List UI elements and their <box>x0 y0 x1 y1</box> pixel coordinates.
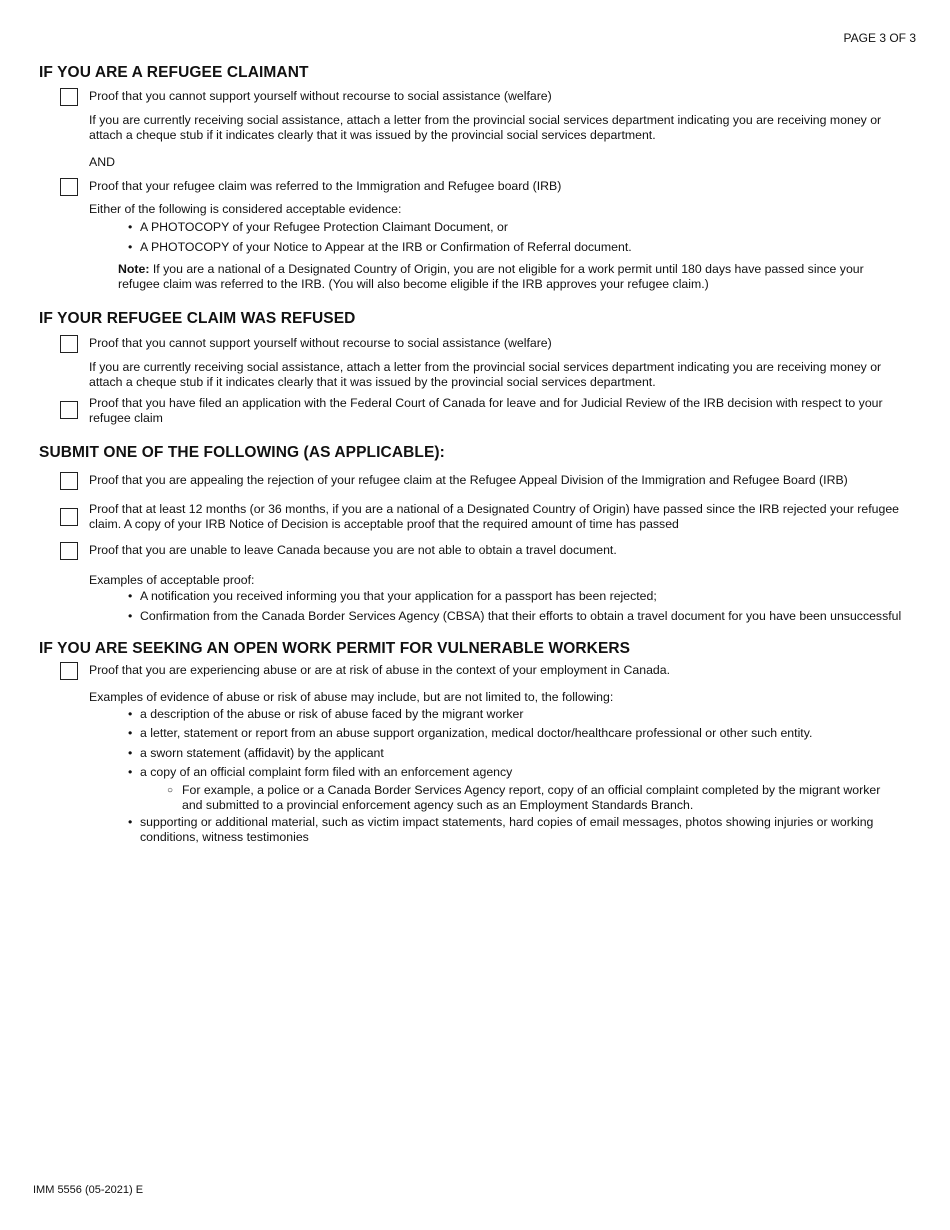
checkbox-travel-document[interactable] <box>60 542 78 560</box>
abuse-examples-intro: Examples of evidence of abuse or risk of abuse may include, but are not limited to, the following: <box>89 690 614 704</box>
examples-intro: Examples of acceptable proof: <box>89 573 255 587</box>
list-item: • a copy of an official complaint form filed with an enforcement agency <box>128 765 513 779</box>
appeal-label: Proof that you are appealing the rejection of your refugee claim at the Refugee Appeal Division of the Immigration and Refugee Board (IRB) <box>89 473 848 487</box>
refused-no-support-label: Proof that you cannot support yourself without recourse to social assistance (welfare) <box>89 336 552 350</box>
travel-document-label: Proof that you are unable to leave Canada because you are not able to obtain a travel document. <box>89 543 617 557</box>
checkbox-refused-no-support[interactable] <box>60 335 78 353</box>
heading-submit-one: SUBMIT ONE OF THE FOLLOWING (AS APPLICABLE): <box>39 444 445 461</box>
abuse-label: Proof that you are experiencing abuse or are at risk of abuse in the context of your employment in Canada. <box>89 663 671 677</box>
checkbox-appeal[interactable] <box>60 472 78 490</box>
checkbox-claim-referred[interactable] <box>60 178 78 196</box>
list-item: • A PHOTOCOPY of your Refugee Protection Claimant Document, or <box>128 220 508 234</box>
evidence-intro: Either of the following is considered acceptable evidence: <box>89 202 402 216</box>
list-item: • A PHOTOCOPY of your Notice to Appear at the IRB or Confirmation of Referral document. <box>128 240 632 254</box>
checkbox-claimant-no-support[interactable] <box>60 88 78 106</box>
list-item: • A notification you received informing you that your application for a passport has been rejected; <box>128 589 657 603</box>
heading-vulnerable-workers: IF YOU ARE SEEKING AN OPEN WORK PERMIT FOR VULNERABLE WORKERS <box>39 640 631 657</box>
heading-claim-refused: IF YOUR REFUGEE CLAIM WAS REFUSED <box>39 310 356 327</box>
federal-court-label: Proof that you have filed an application with the Federal Court of Canada for leave and for Judicial Review of the IRB decision with respect to your refugee claim <box>89 396 883 425</box>
and-label: AND <box>89 155 115 169</box>
months-passed-label: Proof that at least 12 months (or 36 months, if you are a national of a Designated Country of Origin) have passed since the IRB rejected your refugee claim. A copy of your IRB Notice of Decision is acceptable proof that the required amount of time has passed <box>89 502 899 531</box>
list-item: • a sworn statement (affidavit) by the applicant <box>128 746 384 760</box>
page-number: PAGE 3 OF 3 <box>843 31 916 45</box>
note-label: Note: <box>118 262 150 276</box>
list-item: • a description of the abuse or risk of abuse faced by the migrant worker <box>128 707 524 721</box>
claimant-no-support-label: Proof that you cannot support yourself without recourse to social assistance (welfare) <box>89 89 552 103</box>
designated-country-note <box>118 262 898 292</box>
claimant-no-support-detail: If you are currently receiving social assistance, attach a letter from the provincial social services department indicating you are receiving money or attach a cheque stub if it indicates clearly that it was issued by the provincial social services department. <box>89 113 882 142</box>
refused-no-support-detail: If you are currently receiving social assistance, attach a letter from the provincial social services department indicating you are receiving money or attach a cheque stub if it indicates clearly that it was issued by the provincial social services department. <box>89 360 882 389</box>
list-item: • Confirmation from the Canada Border Services Agency (CBSA) that their efforts to obtain a travel document for you have been unsuccessful <box>128 609 902 623</box>
form-code: IMM 5556 (05-2021) E <box>33 1184 144 1196</box>
checkbox-abuse[interactable] <box>60 662 78 680</box>
list-item: • supporting or additional material, such as victim impact statements, hard copies of email messages, photos showing injuries or working conditions, witness testimonies <box>128 815 874 844</box>
claim-referred-label: Proof that your refugee claim was referred to the Immigration and Refugee board (IRB) <box>89 179 562 193</box>
note-text: If you are a national of a Designated Country of Origin, you are not eligible for a work permit until 180 days have passed since your refugee claim was referred to the IRB. (You will also become eligible if the IRB approves your refugee claim.) <box>118 262 864 291</box>
checkbox-months-passed[interactable] <box>60 508 78 526</box>
checkbox-federal-court[interactable] <box>60 401 78 419</box>
sub-list-item: ○ For example, a police or a Canada Border Services Agency report, copy of an official complaint completed by the migrant worker and submitted to a provincial enforcement agency such as an Employment Standards Branch. <box>167 783 881 812</box>
list-item: • a letter, statement or report from an abuse support organization, medical doctor/healthcare professional or other such entity. <box>128 726 813 740</box>
heading-refugee-claimant: IF YOU ARE A REFUGEE CLAIMANT <box>39 64 309 81</box>
